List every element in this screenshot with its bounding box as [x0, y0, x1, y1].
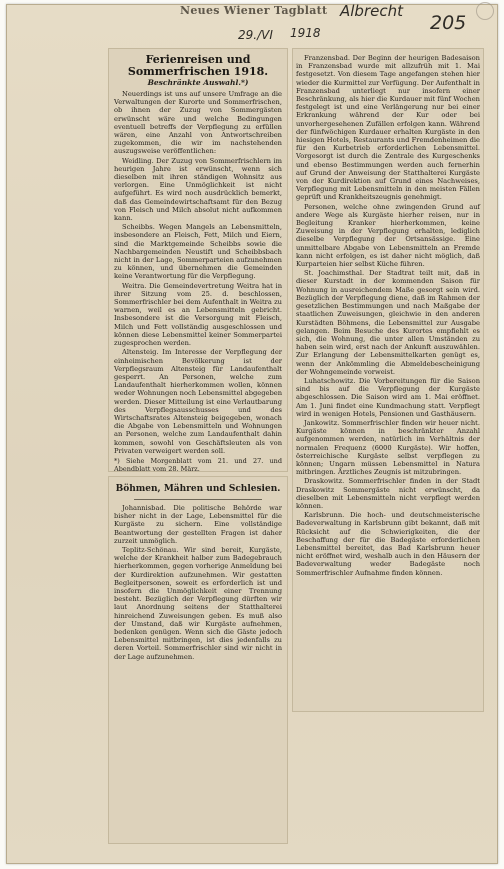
article-title: Ferienreisen und Sommerfrischen 1918. — [127, 53, 269, 78]
paragraph: Jankowitz. Sommerfrischler finden wir heuer nicht. Kurgäste können in beschränkter Anzahl aufgenommen werden, natürlich im Verhältnis der normalen Frequenz (6000 Kurgäste). Wir hoffen, österreichische Kurgäste selbst verpflegen zu können; Ungarn müssen Lebensmittel in Natura mitbringen. Ärztliches Zeugnis ist mitzubringen. — [296, 418, 480, 477]
newspaper-name: Neues Wiener Tagblatt — [180, 4, 328, 17]
article-subtitle: Beschränkte Auswahl.*) — [147, 78, 249, 87]
paragraph: Weidling. Der Zuzug von Sommerfrischlern im heurigen Jahre ist erwünscht, wenn sich dieselben mit ihren ständigen Wohnsitz aus verlorgen. Eine Unmöglichkeit ist nicht aufgeführt. Es wird noch ausdrücklich bemerkt, daß das Gemeindewirtschaftsamt für den Bezug von Fleisch und Milch absolut nicht aufkommen kann. — [114, 156, 282, 223]
paragraph: Karlsbrunn. Die hoch- und deutschmeisterische Badeverwaltung in Karlsbrunn gibt bekannt, daß mit Rücksicht auf die Schwierigkeiten, die der Beschaffung der für die Badegäste erforderlichen Lebensmittel bereitet, das Bad Karlsbrunn heuer nicht eröffnet wird, weshalb auch in den Häusern der Badeverwaltung weder Badegäste noch Sommerfrischler Aufnahme finden können. — [296, 511, 480, 577]
archive-stamp — [476, 2, 494, 20]
paragraph: Altensteig. Im Interesse der Verpflegung der einheimischen Bevölkerung ist der Verpflegsraum Altensteig für Landaufenthalt gesperrt. An Personen, welche zum Landaufenthalt hierherkommen wollen, können weder Wohnungen noch Lebensmittel abgegeben werden. Dieser Mitteilung ist eine Verlautbarung des Verpflegsausschusses und des Wirtschaftsrates Altensteig beigegeben, wonach die Abgabe von Lebensmitteln und Wohnungen an Personen, welche zum Landaufenthalt dahin kommen, sowohl von Geschäftsleuten als von Privaten verweigert werden soll. — [114, 348, 282, 455]
paragraph: Johannisbad. Die politische Behörde war bisher nicht in der Lage, Lebensmittel für die Kurgäste zu sichern. Eine vollständige Beantwortung der gestellten Fragen ist daher zurzeit unmöglich. — [114, 504, 282, 545]
paragraph: Franzensbad. Der Beginn der heurigen Badesaison in Franzensbad wurde mit allzufrüh mit 1. Mai festgesetzt. Von diesem Tage angefangen stehen hier wieder die Kurmittel zur Verfügung. Der Aufenthalt in Franzensbad unterliegt nur insofern einer Beschränkung, als hier die Kurdauer mit fünf Wochen festgelegt ist und eine Verlängerung nur bei einer Erkrankung während der Kur oder bei unvorhergesehenen Zufällen erfolgen kann. Während der fünfwöchigen Kurdauer erhalten Kurgäste in den hiesigen Hotels, Restaurants und Fremdenheimen die für den Kurbetrieb erforderlichen Lebensmittel. Vorgesorgt ist durch die Zentrale des Kurgeschenks und ebenso Bestimmungen werden auch fernerhin auf Grund der Anweisung der Statthalterei Kurgäste von der Kurdirektion auf Grund eines Nachweises, Verpflegung mit Lebensmitteln in den meisten Fällen geprüft und Krankheitszeugnis genehmigt. — [296, 54, 480, 202]
section-b-column — [114, 484, 282, 662]
divider — [134, 499, 262, 500]
handwritten-number: 205 — [430, 12, 467, 34]
handwritten-date: 29./VI — [238, 28, 273, 42]
paragraph: Weitra. Die Gemeindevertretung Weitra hat in ihrer Sitzung vom 25. d. beschlossen, Sommerfrischler bei dem Aufenthalt in Weitra zu warnen, weil es an Lebensmitteln gebricht. Insbesondere ist die Versorgung mit Fleisch, Milch und Fett vollständig ausgeschlossen und können diese Lebensmittel keiner Sommerpartei zugesprochen werden. — [114, 281, 282, 348]
paragraph: Luhatschowitz. Die Vorbereitungen für die Saison sind bis auf die Verpflegung der Kurgäste abgeschlossen. Die Saison wird am 1. Mai eröffnet. Am 1. Juni findet eine Kundmachung statt. Verpflegt wird in wenigen Hotels, Pensionen und Gasthäusern. — [296, 376, 480, 418]
footnote: *) Siehe Morgenblatt vom 21. und 27. und Abendblatt vom 28. März. — [114, 456, 282, 474]
paragraph: St. Joachimsthal. Der Stadtrat teilt mit, daß in dieser Kurstadt in der kommenden Saison für Wohnung in ausreichendem Maße gesorgt sein wird. Bezüglich der Verpflegung diene, daß im Rahmen der gesetzlichen Bestimmungen und nach Maßgabe der staatlichen Zuweisungen, gleichwie in den anderen Kurstädten Böhmens, die Lebensmittel zur Ausgabe gelangen. Beim Besuche des Kurortes empfiehlt es sich, die Wohnung, die unter allen Umständen zu haben sein wird, erst nach der Ankunft auszuwählen. Zur Erlangung der Lebensmittelkarten genügt es, wenn der Ankömmling die Abmeldebescheinigung der Wohngemeinde vorweist. — [296, 269, 480, 376]
masthead — [12, 0, 476, 42]
section-title: Böhmen, Mähren und Schlesien. — [115, 484, 281, 494]
handwritten-name: Albrecht — [340, 2, 403, 20]
paragraph: Teplitz-Schönau. Wir sind bereit, Kurgäste, welche der Krankheit halber zum Badegebrauch hierherkommen, gegen vorherige Anmeldung bei der Kurdirektion aufzunehmen. Wir gestatten Begleitpersonen, soweit es erforderlich ist und insofern die Unmöglichkeit einer Trennung besteht. Bezüglich der Verpflegung dürften wir laut Anordnung seitens der Statthalterei hinreichend Zuweisungen geben. Es muß also der Umstand, daß wir Kurgäste aufnehmen, bedenken genügen. Wenn sich die Gäste jedoch Lebensmittel mitbringen, ist dies jedenfalls zu deren Vorteil. Sommerfrischler sind wir nicht in der Lage aufzunehmen. — [114, 546, 282, 661]
article-column — [114, 54, 282, 473]
paragraph: Draskowitz. Sommerfrischler finden in der Stadt Draskowitz Sommergäste nicht erwünscht, da dieselben mit Lebensmitteln nicht verpflegt werden können. — [296, 477, 480, 510]
paragraph: Personen, welche ohne zwingenden Grund auf andere Wege als Kurgäste hierher reisen, nur in Begleitung Kranker hierherkommen, keine Zuweisung in der Verpflegung erhalten, lediglich dieselbe Verpflegung der Ortsansässige. Eine unmittelbare Abgabe von Lebensmitteln an Fremde kann nicht erfolgen, es ist daher nicht möglich, daß Kurparteien hier selbst Küche führen. — [296, 202, 480, 269]
right-column — [296, 54, 480, 578]
handwritten-year: 1918 — [290, 26, 321, 40]
paragraph: Scheibbs. Wegen Mangels an Lebensmitteln, insbesondere an Fleisch, Fett, Milch und Eiern, sind die Marktgemeinde Scheibbs sowie die Nachbargemeinden Neustift und Scheibbsbach nicht in der Lage, Sommerparteien aufzunehmen zu können, und übernehmen die Gemeinden keine Verantwortung für die Verpflegung. — [114, 223, 282, 281]
paragraph: Neuerdings ist uns auf unsere Umfrage an die Verwaltungen der Kurorte und Sommerfrischen, ob ihnen der Zuzug von Sommergästen erwünscht wäre und welche Bedingungen eventuell betreffs der Verpflegung zu erfüllen wären, eine Anzahl von Antwortschreiben zugekommen, die wir im nachstehenden auszugsweise veröffentlichen: — [114, 90, 282, 156]
